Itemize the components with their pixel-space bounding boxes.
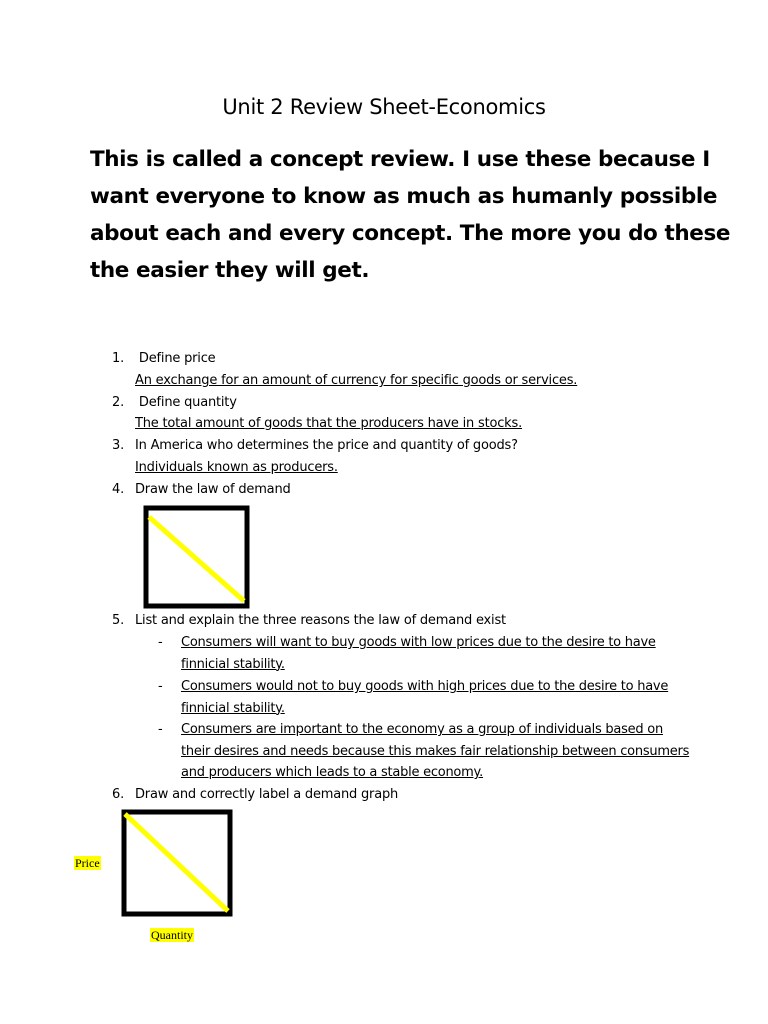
reason-line: Consumers would not to buy goods with high prices due to the desire to have bbox=[181, 679, 669, 694]
question-5 bbox=[112, 610, 506, 632]
demand-graph-sketch bbox=[120, 808, 234, 918]
x-axis-label: Quantity bbox=[151, 928, 193, 942]
reason-line: their desires and needs because this makes fair relationship between consumers bbox=[181, 743, 690, 759]
y-axis-label: Price bbox=[75, 856, 100, 870]
answer-2: The total amount of goods that the producers have in stocks. bbox=[135, 416, 523, 431]
law-of-demand-sketch bbox=[143, 505, 251, 609]
reason-line: Consumers are important to the economy as a group of individuals based on bbox=[181, 722, 663, 737]
question-number: 2. bbox=[112, 395, 125, 410]
question-number: 3. bbox=[112, 438, 125, 453]
reason-line: finnicial stability. bbox=[181, 656, 285, 672]
reason-1 bbox=[181, 632, 681, 675]
intro-line: This is called a concept review. I use these because I bbox=[90, 147, 710, 172]
question-4 bbox=[112, 479, 291, 501]
question-2 bbox=[112, 392, 237, 414]
question-number: 1. bbox=[112, 351, 125, 366]
answer-1: An exchange for an amount of currency for specific goods or services. bbox=[135, 373, 578, 388]
question-text: In America who determines the price and quantity of goods? bbox=[135, 438, 518, 453]
question-text: Define quantity bbox=[135, 395, 237, 410]
question-number: 5. bbox=[112, 613, 125, 628]
question-text: Define price bbox=[135, 351, 216, 366]
intro-line: the easier they will get. bbox=[90, 258, 370, 283]
intro-line: about each and every concept. The more you do these bbox=[90, 221, 731, 246]
question-3 bbox=[112, 435, 518, 457]
question-text: Draw the law of demand bbox=[135, 482, 291, 497]
question-text: List and explain the three reasons the law of demand exist bbox=[135, 613, 506, 628]
bullet-marker: - bbox=[158, 635, 163, 650]
reason-line: finnicial stability. bbox=[181, 700, 285, 716]
question-text: Draw and correctly label a demand graph bbox=[135, 787, 399, 802]
answer-3: Individuals known as producers. bbox=[135, 460, 338, 475]
intro-paragraph bbox=[90, 141, 731, 289]
bullet-marker: - bbox=[158, 679, 163, 694]
question-1 bbox=[112, 348, 215, 370]
bullet-marker: - bbox=[158, 722, 163, 737]
question-number: 6. bbox=[112, 787, 125, 802]
reason-line: Consumers will want to buy goods with low prices due to the desire to have bbox=[181, 635, 656, 650]
reason-2 bbox=[181, 676, 681, 719]
question-number: 4. bbox=[112, 482, 125, 497]
reason-line: and producers which leads to a stable economy. bbox=[181, 765, 484, 781]
reason-3 bbox=[181, 719, 690, 784]
page-title: Unit 2 Review Sheet-Economics bbox=[222, 95, 546, 119]
question-6 bbox=[112, 784, 398, 806]
intro-line: want everyone to know as much as humanly possible bbox=[90, 184, 718, 209]
